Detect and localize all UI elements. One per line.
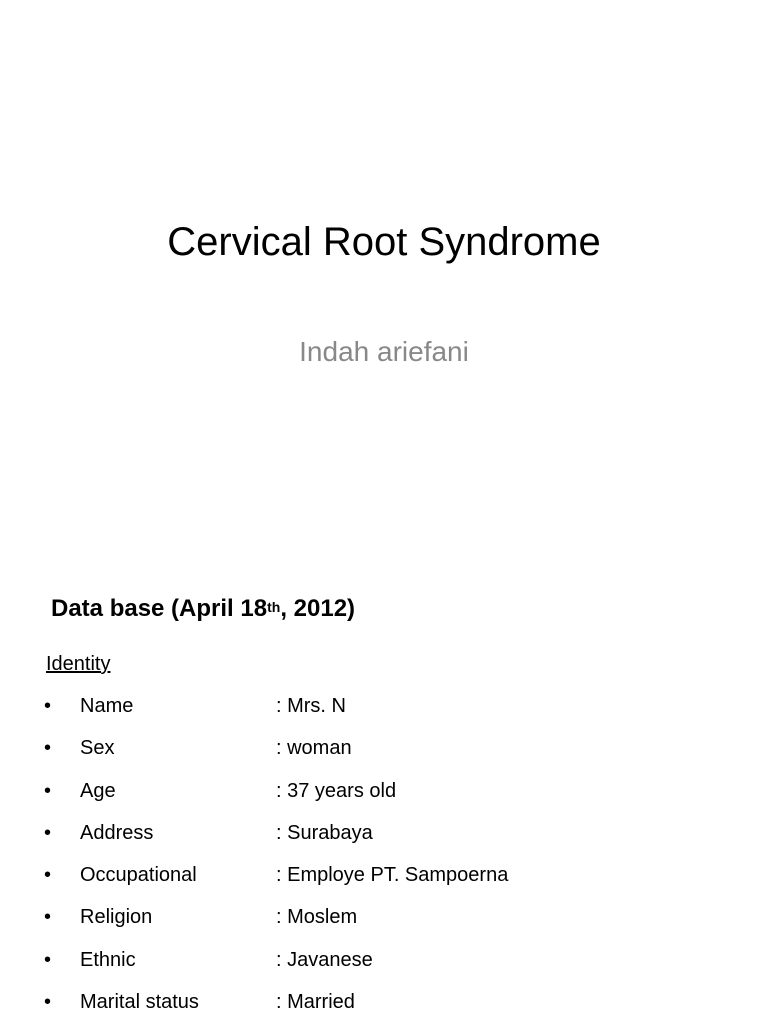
list-item — [0, 903, 768, 945]
item-value: : Employe PT. Sampoerna — [276, 864, 509, 887]
item-label: Ethnic — [80, 948, 136, 971]
item-label: Marital status — [80, 991, 199, 1014]
list-item — [0, 946, 768, 988]
item-label: Age — [80, 779, 116, 802]
item-value: : Surabaya — [276, 821, 373, 844]
item-label: Name — [80, 695, 134, 717]
item-label: Address — [80, 821, 154, 844]
item-value: : Married — [276, 991, 355, 1014]
heading-superscript: th — [267, 599, 281, 615]
presenter-name: Indah ariefani — [299, 336, 469, 367]
list-item — [0, 734, 768, 776]
item-label: Occupational — [80, 864, 197, 887]
item-label: Sex — [80, 737, 115, 760]
bullet-icon: • — [44, 779, 52, 802]
bullet-icon: • — [44, 948, 52, 971]
bullet-icon: • — [44, 991, 52, 1014]
content-slide — [0, 576, 768, 1024]
bullet-icon: • — [44, 906, 52, 929]
list-item — [0, 819, 768, 861]
item-value: : Moslem — [276, 906, 358, 929]
bullet-icon: • — [44, 695, 52, 717]
item-value: : woman — [276, 737, 352, 760]
section-label-identity: Identity — [46, 653, 111, 675]
item-value: : Mrs. N — [276, 695, 346, 717]
item-value: : Javanese — [276, 948, 373, 971]
bullet-icon: • — [44, 821, 52, 844]
item-value: : 37 years old — [276, 779, 397, 802]
bullet-icon: • — [44, 864, 52, 887]
list-item — [0, 692, 768, 734]
item-label: Religion — [80, 906, 153, 929]
presentation-title: Cervical Root Syndrome — [167, 220, 601, 264]
identity-list — [0, 692, 768, 1030]
heading-suffix: , 2012) — [280, 595, 356, 622]
heading-prefix: Data base (April 18 — [51, 595, 268, 622]
slide-heading — [51, 592, 355, 626]
list-item — [0, 777, 768, 819]
list-item — [0, 861, 768, 903]
bullet-icon: • — [44, 737, 52, 760]
